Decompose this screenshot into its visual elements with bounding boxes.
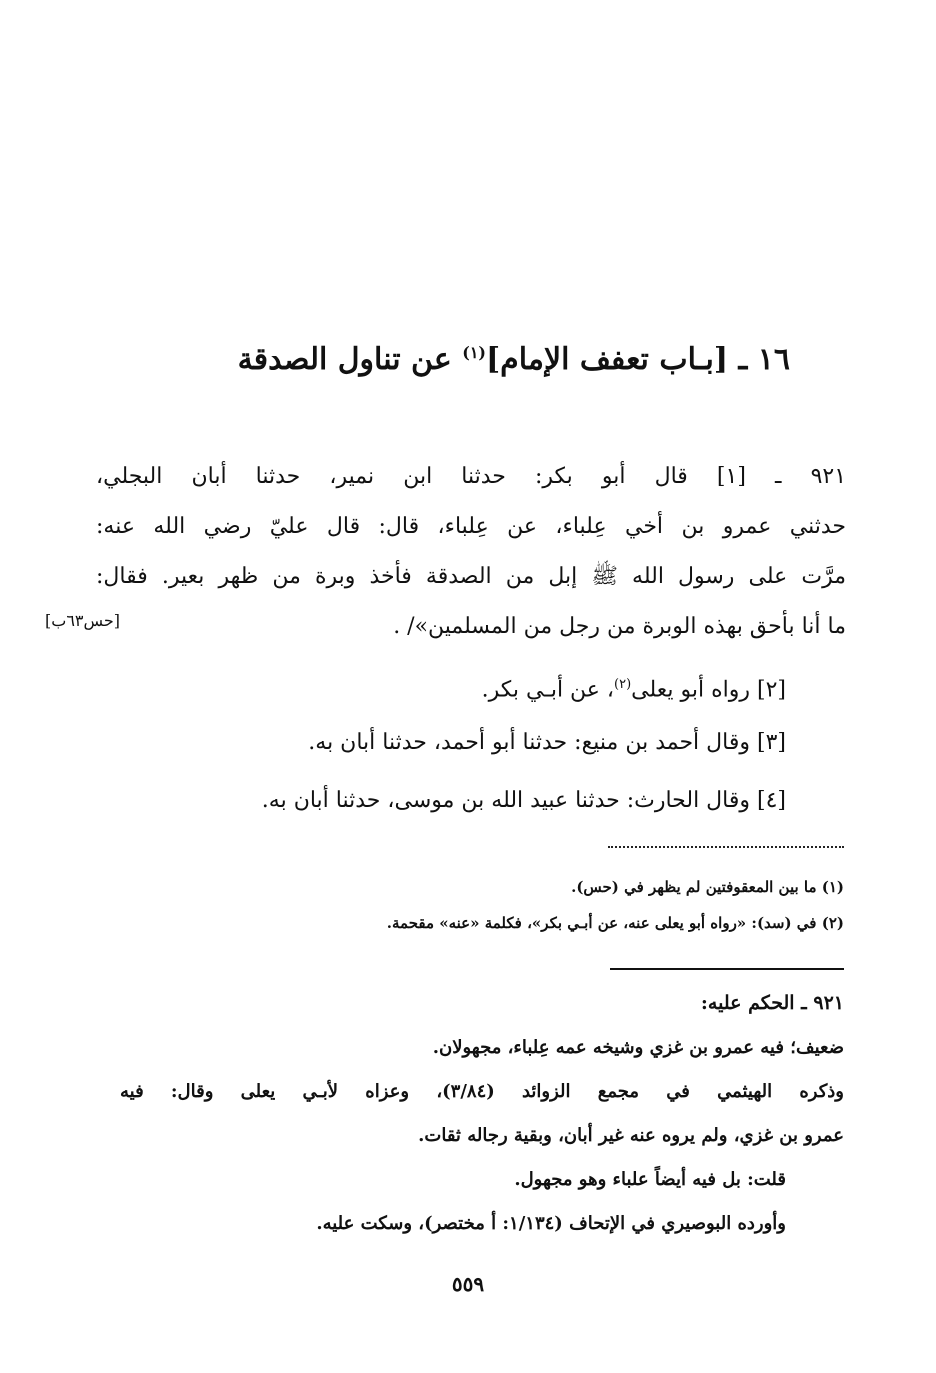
footnote-number: (٢) bbox=[821, 914, 844, 932]
page-number: ٥٥٩ bbox=[451, 1272, 485, 1296]
chapter-title-rest: عن تناول الصدقة bbox=[237, 342, 452, 377]
hadith-line: ٩٢١ ـ [١] قال أبو بكر: حدثنا ابن نمير، حدثنا أبان البجلي، bbox=[96, 464, 847, 489]
footnote-ref[interactable]: (٢) bbox=[614, 677, 632, 692]
footnote bbox=[571, 872, 844, 902]
hukm-line: وذكره الهيثمي في مجمع الزوائد (٣/٨٤)، وعزاه لأبـي يعلى وقال: فيه bbox=[120, 1081, 844, 1102]
riwaya-text: [٢] رواه أبو يعلى bbox=[631, 677, 786, 703]
hadith-line: مرَّت على رسول الله ﷺ إبل من الصدقة فأخذ وبرة من ظهر بعير. فقال: bbox=[96, 564, 846, 589]
riwaya-line bbox=[262, 776, 786, 826]
footnote-separator bbox=[608, 846, 844, 848]
chapter-number: ١٦ ـ bbox=[738, 342, 790, 377]
riwaya-text: ، عن أبـي بكر. bbox=[481, 677, 615, 703]
riwaya-line bbox=[308, 718, 786, 768]
footnote-ref[interactable]: (١) bbox=[462, 343, 486, 362]
margin-note: [حس٦٣ب] bbox=[45, 611, 121, 630]
section-rule bbox=[610, 968, 844, 970]
hukm-line: وأورده البوصيري في الإتحاف (١/١٣٤: أ مختصر)، وسكت عليه. bbox=[316, 1213, 786, 1234]
hadith-line: حدثني عمرو بن أخي عِلباء، عن عِلباء، قال: قال عليّ رضي الله عنه: bbox=[96, 514, 846, 539]
riwaya-line bbox=[482, 660, 786, 715]
footnote-text: ما بين المعقوفتين لم يظهر في (حس). bbox=[571, 878, 817, 896]
hukm-line: قلت: بل فيه أيضاً علباء وهو مجهول. bbox=[514, 1169, 786, 1190]
hukm-line: ضعيف؛ فيه عمرو بن غزي وشيخه عمه عِلباء، مجهولان. bbox=[432, 1037, 844, 1058]
footnote bbox=[387, 908, 844, 938]
riwaya-text: [٤] وقال الحارث: حدثنا عبيد الله بن موسى، حدثنا أبان به. bbox=[261, 788, 786, 813]
hukm-line: عمرو بن غزي، ولم يروه عنه غير أبان، وبقية رجاله ثقات. bbox=[418, 1125, 844, 1146]
footnote-number: (١) bbox=[821, 878, 844, 896]
chapter-title bbox=[150, 328, 790, 385]
hadith-line: ما أنا بأحق بهذه الوبرة من رجل من المسلمين»/ . bbox=[393, 614, 846, 639]
footnote-text: في (سد): «رواه أبو يعلى عنه، عن أبـي بكر»، فكلمة «عنه» مقحمة. bbox=[386, 914, 817, 932]
hukm-heading: ٩٢١ ـ الحكم عليه: bbox=[700, 992, 844, 1014]
chapter-title-main: [بـاب تعفف الإمام] bbox=[485, 342, 729, 377]
riwaya-text: [٣] وقال أحمد بن منيع: حدثنا أبو أحمد، حدثنا أبان به. bbox=[308, 730, 786, 755]
